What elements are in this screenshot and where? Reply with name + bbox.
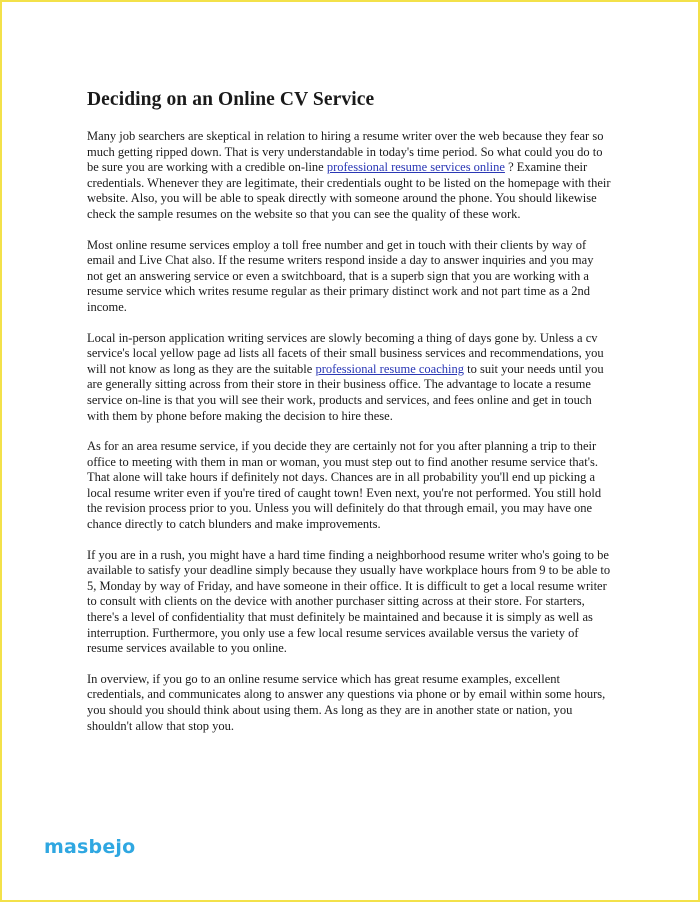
document-page	[87, 88, 611, 749]
paragraph-1: Many job searchers are skeptical in relation to hiring a resume writer over the web because they fear so much getting ripped down. That is very understandable in today's time period. So what could you do to be sure you are working with a credible on-line professional resume services online ? Examine their credentials. Whenever they are legitimate, their credentials ought to be listed on the homepage with their website. Also, you will be able to speak directly with someone around the phone. You should likewise check the sample resumes on the website so that you can see the quality of these work.	[87, 129, 611, 221]
paragraph-3: Local in-person application writing services are slowly becoming a thing of days gone by. Unless a cv service's local yellow page ad lists all facets of their small business services and recommendations, you will not know as long as they are the suitable professional resume coaching to suit your needs until you are generally sitting across from their store in their business office. The advantage to locate a resume service on-line is that you will see their work, products and services, and fees online and get in touch with them by phone before making the decision to hire these.	[87, 330, 604, 423]
link-professional-resume-coaching[interactable]: professional resume coaching	[315, 361, 464, 376]
document-title: Deciding on an Online CV Service	[87, 89, 375, 110]
paragraph-5: If you are in a rush, you might have a hard time finding a neighborhood resume writer who's going to be available to satisfy your deadline simply because they usually have workplace hours from 9 to be able to 5, Monday by way of Friday, and have someone in their office. It is difficult to get a local resume writer to consult with clients on the device with another purchaser sitting across at their store. For starters, there's a level of confidentiality that must definitely be maintained and because it is simply as well as interruption. Furthermore, you only use a few local resume services available versus the variety of resume services available to you online.	[87, 547, 611, 656]
masbejo-watermark-logo: masbejo	[44, 836, 136, 858]
paragraph-2: Most online resume services employ a toll free number and get in touch with their clients by way of email and Live Chat also. If the resume writers respond inside a day to answer inquiries and you may not get an answering service or even a switchboard, that is a superb sign that you are working with a resume service which writes resume regular as their primary distinct work and not part time as a 2nd income.	[87, 237, 594, 314]
paragraph-6: In overview, if you go to an online resume service which has great resume examples, excellent credentials, and communicates along to answer any questions via phone or by email within some hours, you should you should think about using them. As long as they are in another state or nation, you shouldn't allow that stop you.	[87, 671, 606, 733]
link-professional-resume-services-online[interactable]: professional resume services online	[326, 160, 505, 175]
paragraph-4: As for an area resume service, if you decide they are certainly not for you after planning a trip to their office to meeting with them in man or woman, you must step out to find another resume service that's. That alone will take hours if definitely not days. Chances are in all probability you'll end up picking a local resume writer even if you're tired of caught town! Even next, you're not performed. You still hold the revision process prior to you. Unless you will definitely do that through email, you may have one chance directly to catch blunders and make improvements.	[87, 439, 602, 532]
